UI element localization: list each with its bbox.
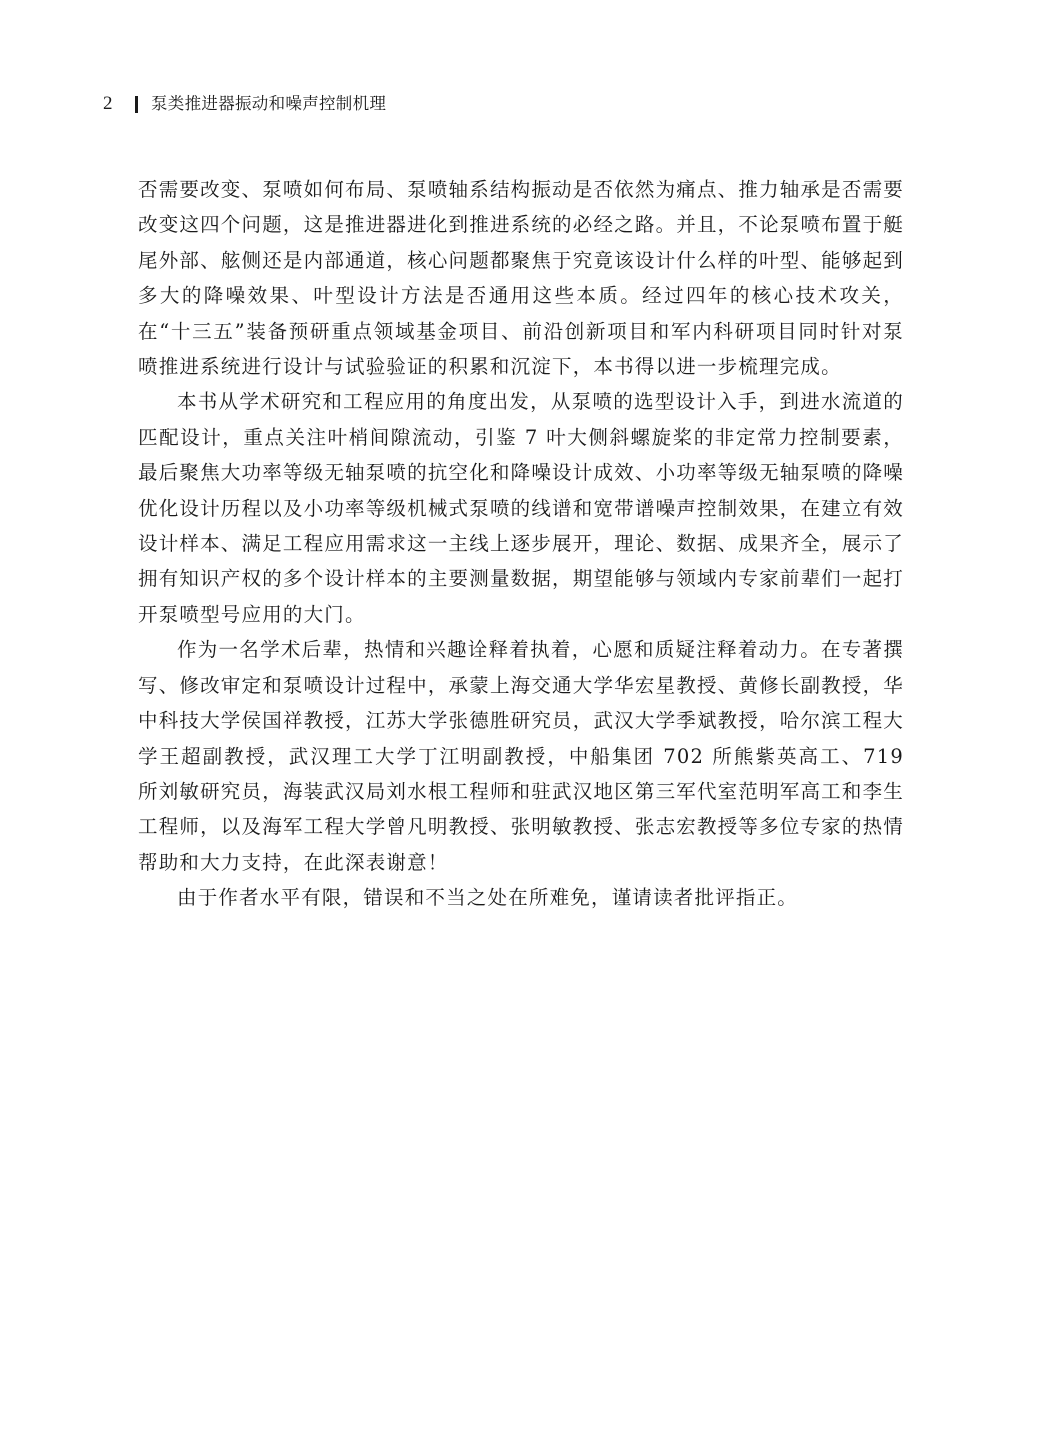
header-divider	[135, 96, 138, 113]
running-header	[103, 92, 386, 116]
paragraph: 作为一名学术后辈，热情和兴趣诠释着执着，心愿和质疑注释着动力。在专著撰写、修改审定和泵喷设计过程中，承蒙上海交通大学华宏星教授、黄修长副教授，华中科技大学侯国祥教授，江苏大学张德胜研究员，武汉大学季斌教授，哈尔滨工程大学王超副教授，武汉理工大学丁江明副教授，中船集团 702 所熊紫英高工、719 所刘敏研究员，海装武汉局刘水根工程师和驻武汉地区第三军代室范明军高工和李生工程师，以及海军工程大学曾凡明教授、张明敏教授、张志宏教授等多位专家的热情帮助和大力支持，在此深表谢意！	[138, 638, 904, 874]
body-text	[138, 172, 904, 916]
paragraph-continued: 否需要改变、泵喷如何布局、泵喷轴系结构振动是否依然为痛点、推力轴承是否需要改变这四个问题，这是推进器进化到推进系统的必经之路。并且，不论泵喷布置于艇尾外部、舷侧还是内部通道，核心问题都聚焦于究竟该设计什么样的叶型、能够起到多大的降噪效果、叶型设计方法是否通用这些本质。经过四年的核心技术攻关，在“十三五”装备预研重点领域基金项目、前沿创新项目和军内科研项目同时针对泵喷推进系统进行设计与试验验证的积累和沉淀下，本书得以进一步梳理完成。	[138, 178, 904, 379]
page-number: 2	[103, 93, 113, 114]
book-title: 泵类推进器振动和噪声控制机理	[151, 94, 387, 113]
paragraph: 由于作者水平有限，错误和不当之处在所难免，谨请读者批评指正。	[177, 886, 799, 910]
paragraph: 本书从学术研究和工程应用的角度出发，从泵喷的选型设计入手，到进水流道的匹配设计，重点关注叶梢间隙流动，引鉴 7 叶大侧斜螺旋桨的非定常力控制要素，最后聚焦大功率等级无轴泵喷的抗空化和降噪设计成效、小功率等级无轴泵喷的降噪优化设计历程以及小功率等级机械式泵喷的线谱和宽带谱噪声控制效果，在建立有效设计样本、满足工程应用需求这一主线上逐步展开，理论、数据、成果齐全，展示了拥有知识产权的多个设计样本的主要测量数据，期望能够与领域内专家前辈们一起打开泵喷型号应用的大门。	[138, 390, 904, 626]
